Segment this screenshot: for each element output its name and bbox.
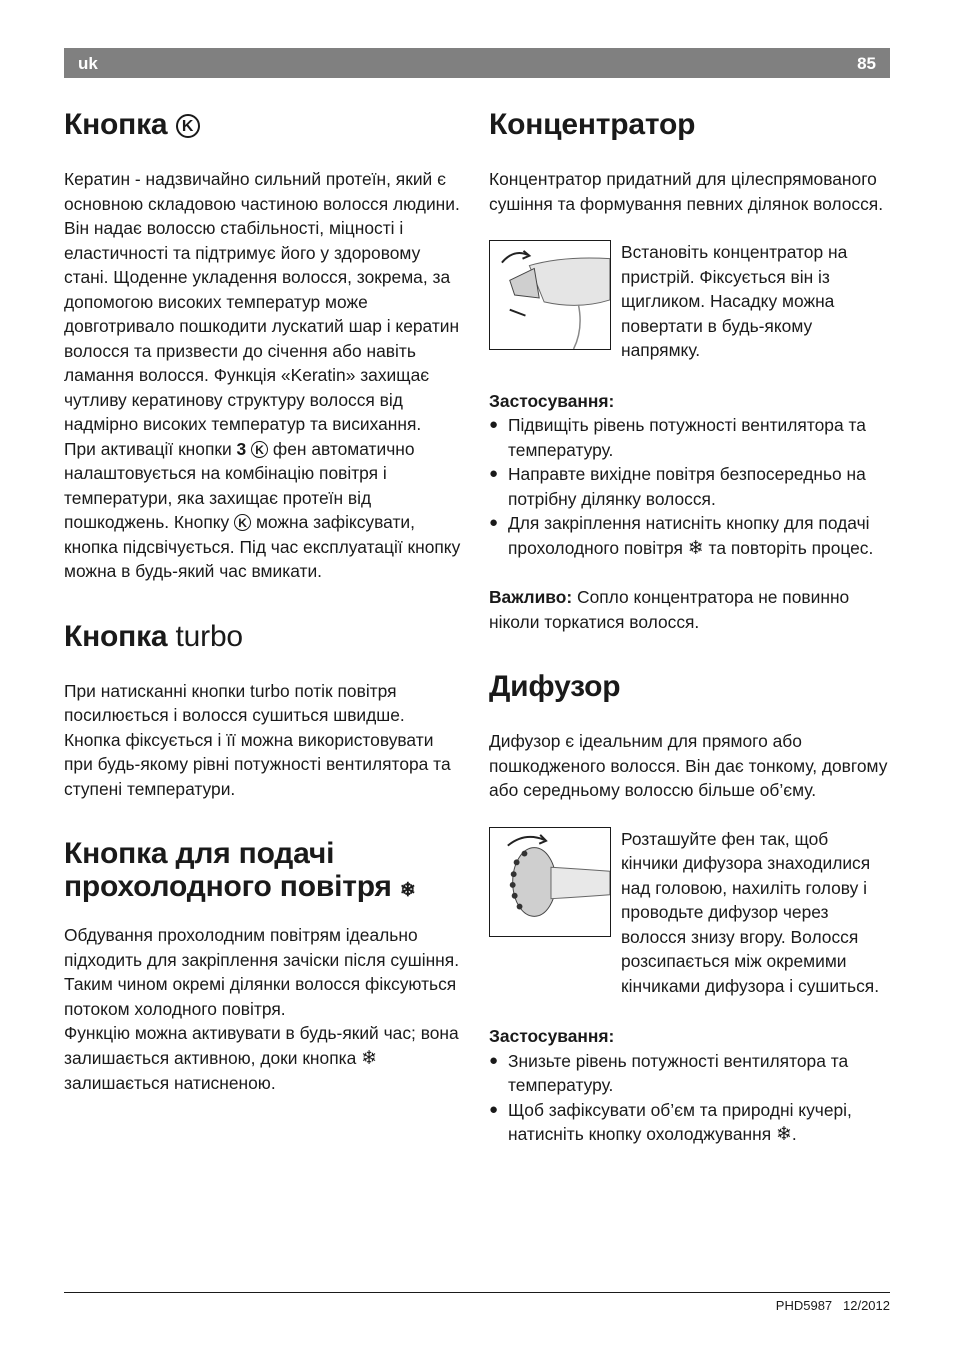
footer-divider bbox=[64, 1292, 890, 1293]
cool-air-title: Кнопка для подачі прохолодного повітря ❄ bbox=[64, 837, 416, 903]
keratin-title: Кнопка K bbox=[64, 108, 464, 141]
cool-air-paragraph-1: Обдування прохолодним повітрям ідеально підходить для закріплення зачіски після сушіння. Таким чином окремі ділянки волосся фіксуються потоком холодного повітря. bbox=[64, 925, 460, 1019]
keratin-icon: K bbox=[176, 114, 200, 138]
list-item: ● Щоб зафіксувати об’єм та природні кучері, натисніть кнопку охолоджування ❄. bbox=[489, 1098, 889, 1148]
footer bbox=[776, 1298, 890, 1313]
concentrator-use-list bbox=[489, 413, 889, 561]
diffuser-use-list bbox=[489, 1049, 889, 1148]
header-bar bbox=[64, 48, 890, 78]
keratin-icon: K bbox=[251, 441, 268, 458]
language-code: uk bbox=[78, 54, 98, 73]
concentrator-figure-text: Встановіть концентратор на пристрій. Фіксується він із щигликом. Насадку можна повертати в будь-якому напрямку. bbox=[621, 242, 848, 360]
diffuser-intro: Дифузор є ідеальним для прямого або пошкодженого волосся. Він дає тонкому, довгому або середньому волоссю більше об’єму. bbox=[489, 731, 888, 800]
concentrator-intro: Концентратор придатний для цілеспрямованого сушіння та формування певних ділянок волосся. bbox=[489, 169, 884, 214]
turbo-title: Кнопка turbo bbox=[64, 619, 243, 653]
snowflake-icon: ❄ bbox=[361, 1047, 378, 1069]
turbo-paragraph: При натисканні кнопки turbo потік повітря посилюється і волосся сушиться швидше. Кнопка фіксується і її можна використовувати при будь-якому рівні потужності вентилятора та ступені температури. bbox=[64, 680, 451, 799]
snowflake-icon: ❄ bbox=[687, 537, 704, 559]
diffuser-illustration bbox=[489, 827, 611, 937]
snowflake-icon: ❄ bbox=[775, 1124, 792, 1145]
important-note: Важливо: Сопло концентратора не повинно ніколи торкатися волосся. bbox=[489, 587, 850, 632]
list-item: ● Знизьте рівень потужності вентилятора та температуру. bbox=[489, 1049, 889, 1098]
keratin-paragraph-2: При активації кнопки 3 K фен автоматично налаштовується на комбінацію повітря і температури, яка захищає протеїн від пошкоджень. Кнопку K можна зафіксувати, кнопка підсвічується. Під час експлуатації кнопку можна в будь-який час вмикати. bbox=[64, 438, 461, 581]
concentrator-illustration bbox=[489, 240, 611, 350]
diffuser-use-heading: Застосування: bbox=[489, 1026, 615, 1046]
list-item: ● Направте вихідне повітря безпосередньо на потрібну ділянку волосся. bbox=[489, 462, 889, 511]
keratin-paragraph-1: Кератин - надзвичайно сильний протеїн, який є основною складовою частиною волосся людини. Він надає волоссю стабільності, міцності і еластичності та підтримує його у здоровому стані. Щоденне укладення волосся, зокрема, за допомогою високих температур може довготривало пошкодити лускатий шар і кератин волосся та призвести до січення або навіть ламання волосся. Функція «Keratin» захищає чутливу кератинову структуру волосся від надмірно високих температур та висихання. bbox=[64, 169, 460, 434]
diffuser-figure-text: Розташуйте фен так, щоб кінчики дифузора знаходилися над головою, нахиліть голову і проводьте дифузор через волосся знизу вгору. Волосся розсипається між окремими кінчиками дифузора і сушиться. bbox=[621, 828, 880, 996]
concentrator-use-heading: Застосування: bbox=[489, 390, 615, 411]
list-item: ● Для закріплення натисніть кнопку для подачі прохолодного повітря ❄ та повторіть процес. bbox=[489, 511, 889, 561]
edition-date: 12/2012 bbox=[843, 1298, 890, 1313]
model-number: PHD5987 bbox=[775, 1298, 833, 1313]
concentrator-title: Концентратор bbox=[489, 108, 696, 141]
page-number: 85 bbox=[857, 54, 876, 73]
diffuser-figure-row bbox=[489, 827, 889, 999]
concentrator-figure-row bbox=[489, 240, 889, 363]
right-column bbox=[489, 108, 889, 1148]
snowflake-icon: ❄ bbox=[399, 880, 416, 901]
left-column bbox=[64, 108, 464, 1096]
diffuser-title: Дифузор bbox=[489, 670, 621, 703]
list-item: ● Підвищіть рівень потужності вентилятора та температуру. bbox=[489, 413, 889, 462]
keratin-icon: K bbox=[234, 514, 251, 531]
cool-air-paragraph-2: Функцію можна активувати в будь-який час; вона залишається активною, доки кнопка ❄ залишається натисненою. bbox=[64, 1023, 459, 1093]
